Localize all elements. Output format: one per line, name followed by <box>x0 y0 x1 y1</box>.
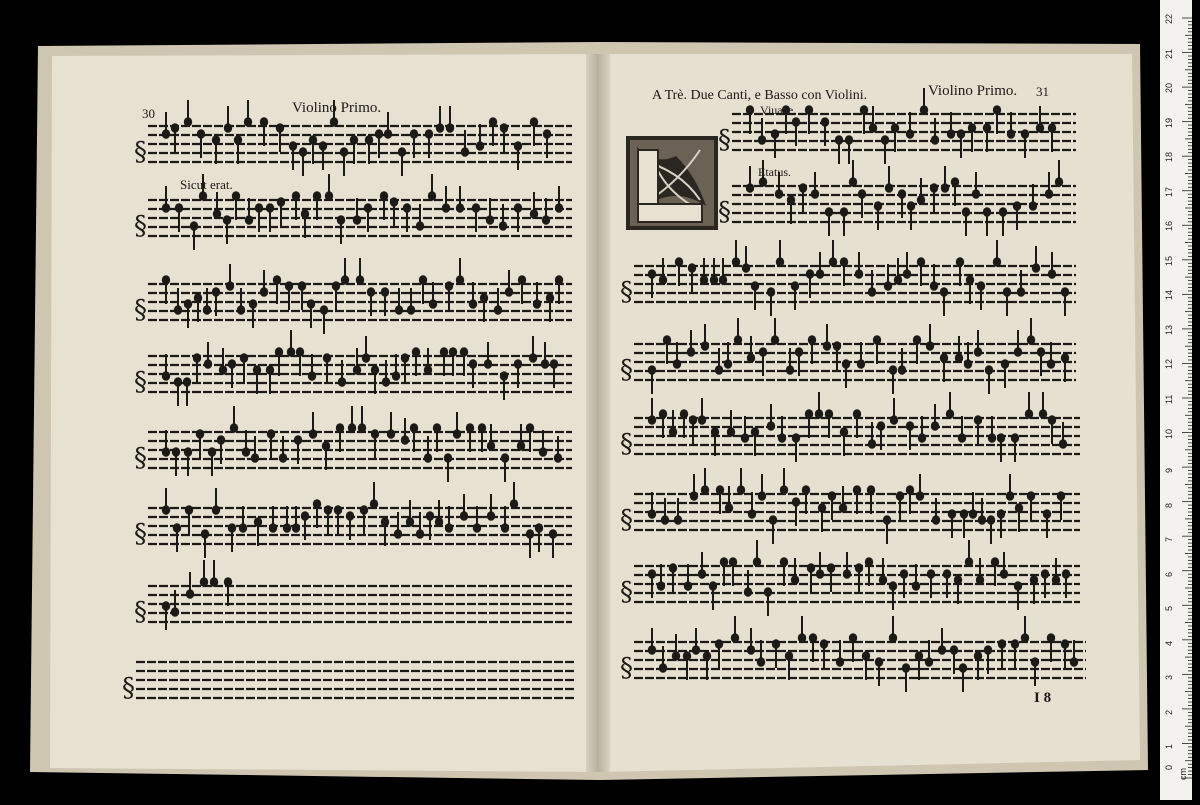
clef-icon: § <box>620 429 633 459</box>
clef-icon: § <box>620 277 633 307</box>
ruler-number: 11 <box>1164 394 1174 404</box>
clef-icon: § <box>134 367 147 397</box>
ruler-number: 21 <box>1164 48 1174 59</box>
decorated-initial-l <box>626 136 718 230</box>
ruler-number: 9 <box>1164 468 1174 474</box>
clef-icon: § <box>134 597 147 627</box>
clef-icon: § <box>134 211 147 241</box>
ruler-number: 12 <box>1164 359 1174 370</box>
ruler-number: 0 <box>1164 764 1174 770</box>
clef-icon: § <box>134 295 147 325</box>
clef-icon: § <box>134 137 147 167</box>
ruler-number: 4 <box>1164 640 1174 646</box>
ruler-number: 7 <box>1164 537 1174 543</box>
clef-icon: § <box>620 577 633 607</box>
ruler-number: 14 <box>1164 290 1174 301</box>
text-etatus: Etatus. <box>758 165 791 179</box>
ruler-number: 17 <box>1164 186 1174 197</box>
clef-icon: § <box>134 443 147 473</box>
ruler-number: 13 <box>1164 324 1174 335</box>
ruler-number: 16 <box>1164 221 1174 232</box>
clef-icon: § <box>620 653 633 683</box>
clef-icon: § <box>620 505 633 535</box>
ruler-number: 1 <box>1164 744 1174 750</box>
ruler-number: 15 <box>1164 255 1174 266</box>
ruler-number: 6 <box>1164 571 1174 577</box>
left-page-number: 30 <box>142 106 155 121</box>
right-page-title: A Trè. Due Canti, e Basso con Violini. <box>652 88 868 103</box>
gutter <box>586 54 610 772</box>
ruler-number: 19 <box>1164 117 1174 128</box>
ruler-number: 10 <box>1164 428 1174 439</box>
tempo-marking-vivace: Viuace. <box>760 103 797 117</box>
right-page-number: 31 <box>1036 84 1049 99</box>
signature-mark: I 8 <box>1034 690 1052 706</box>
ruler-number: 3 <box>1164 675 1174 681</box>
clef-icon: § <box>718 197 731 227</box>
ruler-number: 8 <box>1164 502 1174 508</box>
right-page-header-part: Violino Primo. <box>928 83 1018 99</box>
tempo-marking-sicut-erat: Sicut erat. <box>180 177 233 192</box>
ruler-unit: cm <box>1178 768 1188 780</box>
ruler-number: 22 <box>1164 13 1174 24</box>
clef-icon: § <box>122 673 135 703</box>
clef-icon: § <box>718 125 731 155</box>
scale-ruler <box>1160 0 1192 800</box>
ruler-number: 20 <box>1164 83 1174 94</box>
ruler-number: 2 <box>1164 709 1174 715</box>
clef-icon: § <box>134 519 147 549</box>
clef-icon: § <box>620 355 633 385</box>
ruler-number: 5 <box>1164 606 1174 612</box>
ruler-number: 18 <box>1164 152 1174 163</box>
left-page-header: Violino Primo. <box>292 100 382 116</box>
